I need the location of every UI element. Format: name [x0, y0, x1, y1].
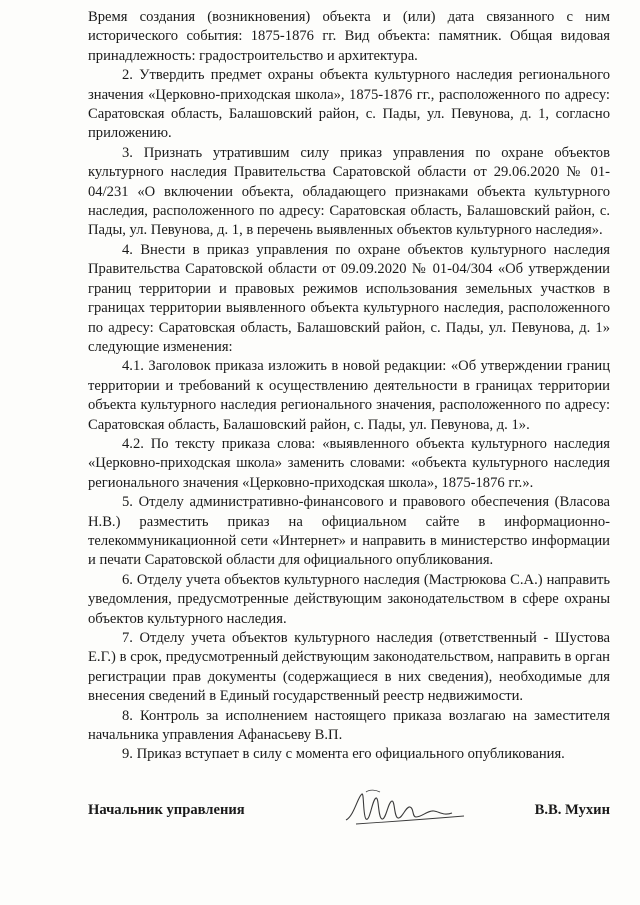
paragraph-item-8: 8. Контроль за исполнением настоящего приказа возлагаю на заместителя начальника управления Афанасьеву В.П.	[88, 707, 610, 744]
paragraph-item-4: 4. Внести в приказ управления по охране объектов культурного наследия Правительства Саратовской области от 09.09.2020 № 01-04/304 «Об утверждении границ территории и правовых режимов использования земельных участков в границах территории выявленного объекта культурного наследия, расположенного по адресу: Саратовская область, Балашовский район, с. Пады, ул. Певунова, д. 1» следующие изменения:	[88, 241, 610, 355]
handwritten-signature	[336, 786, 476, 832]
paragraph-item-9: 9. Приказ вступает в силу с момента его официального опубликования.	[122, 746, 565, 763]
signature-block	[88, 798, 610, 838]
paragraph-item-2: 2. Утвердить предмет охраны объекта культурного наследия регионального значения «Церковно-приходская школа», 1875-1876 гг., расположенного по адресу: Саратовская область, Балашовский район, с. Пады, ул. Певунова, д. 1, согласно приложению.	[88, 67, 610, 142]
paragraph-item-5: 5. Отделу административно-финансового и правового обеспечения (Власова Н.В.) разместить приказ на официальном сайте в информационно-телекоммуникационной сети «Интернет» и направить в министерство информации и печати Саратовской области для официального опубликования.	[88, 494, 610, 569]
document-body	[88, 8, 610, 765]
signatory-title: Начальник управления	[88, 802, 245, 818]
paragraph-item-7: 7. Отделу учета объектов культурного наследия (ответственный - Шустова Е.Г.) в срок, предусмотренный действующим законодательством, направить в орган регистрации прав документы (содержащиеся в них сведения), необходимые для внесения сведений в Единый государственный реестр недвижимости.	[88, 630, 610, 705]
paragraph-object-dates: Время создания (возникновения) объекта и (или) дата связанного с ним исторического события: 1875-1876 гг. Вид объекта: памятник. Общая видовая принадлежность: градостроительство и архитектура.	[88, 9, 610, 64]
signatory-name: В.В. Мухин	[534, 802, 610, 818]
paragraph-item-3: 3. Признать утратившим силу приказ управления по охране объектов культурного наследия Правительства Саратовской области от 29.06.2020 № 01-04/231 «О включении объекта, обладающего признаками объекта культурного наследия, расположенного по адресу: Саратовская область, Балашовский район, с. Пады, ул. Певунова, д. 1, в перечень выявленных объектов культурного наследия».	[88, 144, 610, 239]
paragraph-item-6: 6. Отделу учета объектов культурного наследия (Мастрюкова С.А.) направить уведомления, предусмотренные действующим законодательством в сфере охраны объектов культурного наследия.	[88, 571, 610, 627]
paragraph-item-4-2: 4.2. По тексту приказа слова: «выявленного объекта культурного наследия «Церковно-приходская школа» заменить словами: «объекта культурного наследия регионального значения «Церковно-приходская школа», 1875-1876 гг.».	[88, 435, 610, 491]
paragraph-item-4-1: 4.1. Заголовок приказа изложить в новой редакции: «Об утверждении границ территории и требований к осуществлению деятельности в границах территории объекта культурного наследия регионального значения, расположенного по адресу: Саратовская область, Балашовский район, с. Пады, ул. Певунова, д. 1».	[88, 358, 610, 433]
